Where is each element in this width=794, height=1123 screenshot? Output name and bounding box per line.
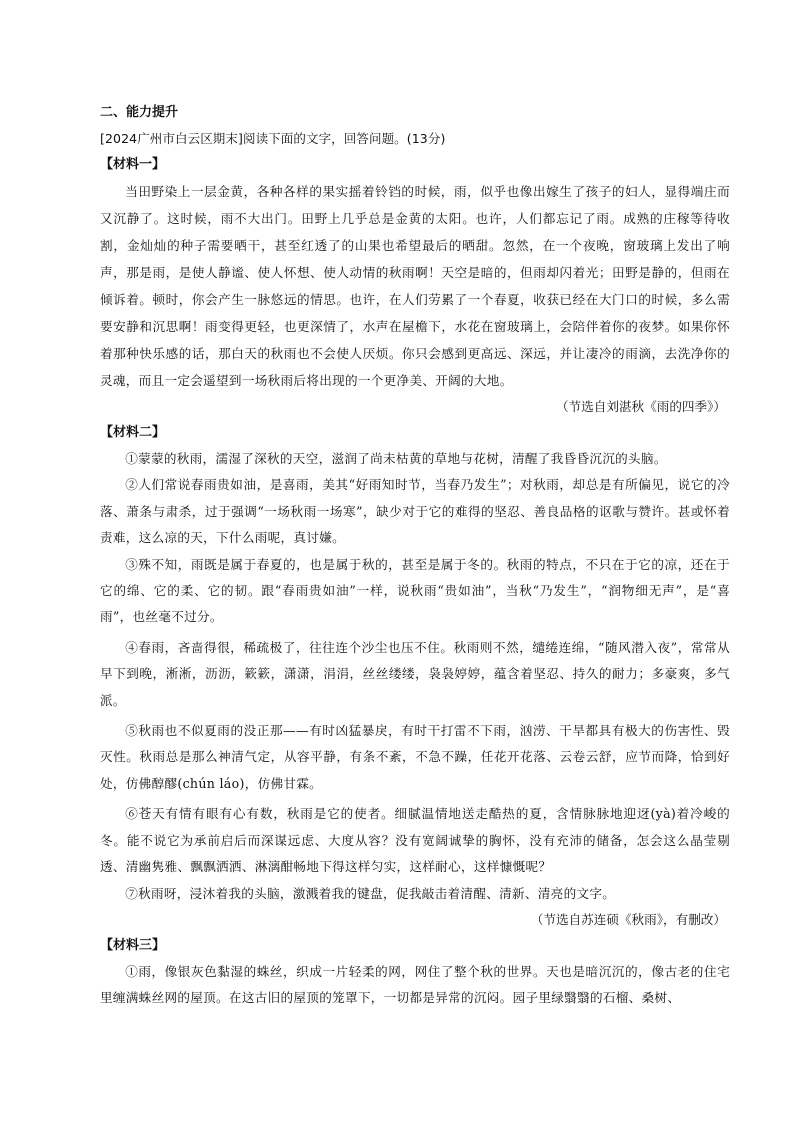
material-2-paragraph-2: ②人们常说春雨贵如油，是喜雨，美其“好雨知时节，当春乃发生”；对秋雨，却总是有所偏见，说它的冷落、萧条与肃杀，过于强调“一场秋雨一场寒”，缺少对于它的难得的坚忍、善良品格的讴歌与赞许。甚或怀着责难，这么凉的天，下什么雨呢，真讨嫌。 (100, 477, 730, 546)
section-title: 二、能力提升 (100, 105, 179, 120)
material-2-paragraph-5: ⑤秋雨也不似夏雨的没正那——有时凶猛暴戾，有时干打雷不下雨，汹涝、干旱都具有极大的伤害性、毁灭性。秋雨总是那么神清气定，从容平静，有条不紊，不急不躁，任花开花落、云卷云舒，应节而降，恰到好处，仿佛醇醪(chún láo)，仿佛甘霖。 (100, 723, 730, 791)
material-2-paragraph-7: ⑦秋雨呀，浸沐着我的头脑，激溅着我的键盘，促我敲击着清醒、清新、清亮的文字。 (125, 885, 616, 901)
page-content (100, 100, 730, 1012)
material-2-paragraph-3: ③殊不知，雨既是属于春夏的，也是属于秋的，甚至是属于冬的。秋雨的特点，不只在于它的凉，还在于它的绵、它的柔、它的韧。跟“春雨贵如油”一样，说秋雨“贵如油”，当秋“乃发生”，“润物细无声”，是“喜雨”，也丝毫不过分。 (100, 556, 730, 625)
material-2-title: 【材料二】 (100, 425, 166, 440)
material-1-paragraph: 当田野染上一层金黄，各种各样的果实摇着铃铛的时候，雨，似乎也像出嫁生了孩子的妇人，显得端庄而又沉静了。这时候，雨不大出门。田野上几乎总是金黄的太阳。也许，人们都忘记了雨。成熟的庄稼等待收割，金灿灿的种子需要晒干，甚至红透了的山果也希望最后的晒甜。忽然，在一个夜晚，窗玻璃上发出了响声，那是雨，是使人静谧、使人怀想、使人动情的秋雨啊！天空是暗的，但雨却闪着光；田野是静的，但雨在倾诉着。顿时，你会产生一脉悠远的情思。也许，在人们劳累了一个春夏，收获已经在大门口的时候，多么需要安静和沉思啊！雨变得更轻，也更深情了，水声在屋檐下，水花在窗玻璃上，会陪伴着你的夜梦。如果你怀着那种快乐感的话，那白天的秋雨也不会使人厌烦。你只会感到更高远、深远，并让凄冷的雨滴，去洗净你的灵魂，而且一定会遥望到一场秋雨后将出现的一个更净美、开阔的大地。 (100, 184, 730, 388)
material-1-source: （节选自刘湛秋《雨的四季》） (555, 399, 726, 414)
material-2-paragraph-6: ⑥苍天有情有眼有心有数，秋雨是它的使者。细腻温情地送走酷热的夏，含情脉脉地迎迓(yà)着冷峻的冬。能不说它为承前启后而深谋远虑、大度从容？没有宽阔诚挚的胸怀，没有充沛的储备，怎会这么晶莹剔透、清幽隽雅、飘飘洒洒、淋漓酣畅地下得这样匀实，这样耐心，这样慷慨呢？ (100, 806, 730, 875)
material-2-paragraph-4: ④春雨，吝啬得很，稀疏极了，往往连个沙尘也压不住。秋雨则不然，缱绻连绵，“随风潜入夜”，常常从早下到晚，淅淅，沥沥，簌簌，潇潇，涓涓，丝丝缕缕，袅袅婷婷，蕴含着坚忍、持久的耐力；多豪爽，多气派。 (100, 639, 730, 708)
material-2-source: （节选自苏连硕《秋雨》，有删改） (530, 911, 726, 927)
material-1-title: 【材料一】 (100, 157, 166, 172)
question-intro: [2024广州市白云区期末]阅读下面的文字，回答问题。(13分) (100, 131, 446, 146)
material-3-title: 【材料三】 (100, 937, 166, 953)
material-3-paragraph-1: ①雨，像银灰色黏湿的蛛丝，织成一片轻柔的网，网住了整个秋的世界。天也是暗沉沉的，像古老的住宅里缠满蛛丝网的屋顶。在这古旧的屋顶的笼罩下，一切都是异常的沉闷。园子里绿翳翳的石榴、桑树、 (100, 963, 730, 1006)
material-2-paragraph-1: ①蒙蒙的秋雨，濡湿了深秋的天空，滋润了尚未枯黄的草地与花树，清醒了我昏昏沉沉的头脑。 (125, 451, 667, 466)
